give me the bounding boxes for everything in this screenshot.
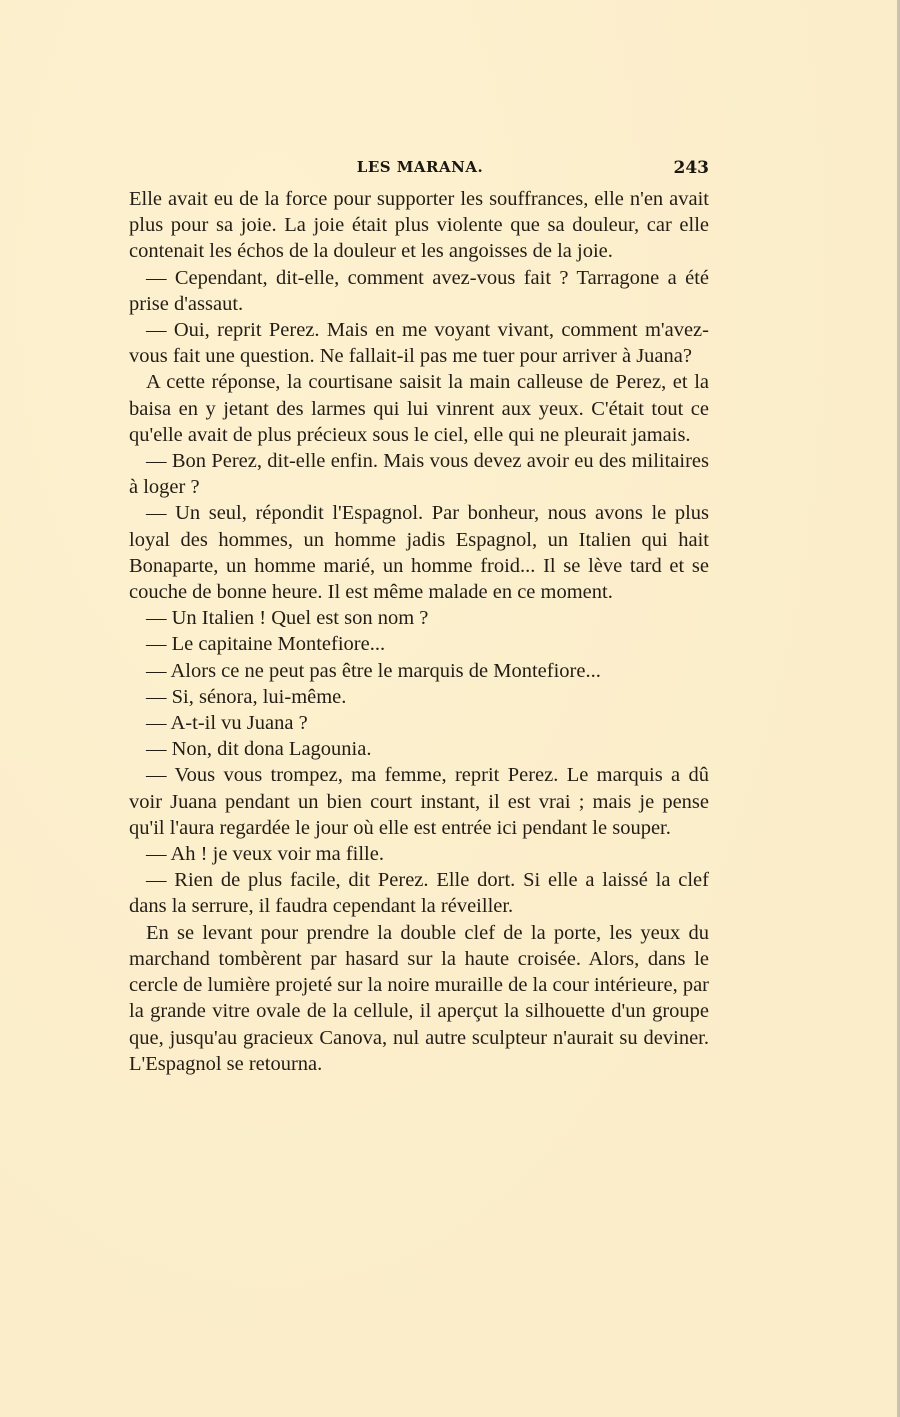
paragraph: — Un seul, répondit l'Espagnol. Par bonheur, nous avons le plus loyal des hommes, un homme jadis Espagnol, un Italien qui hait Bonaparte, un homme marié, un homme froid... Il se lève tard et se couche de bonne heure. Il est même malade en ce moment. [129,502,709,604]
paragraph: — Bon Perez, dit-elle enfin. Mais vous devez avoir eu des militaires à loger ? [129,450,709,499]
paragraph: — Rien de plus facile, dit Perez. Elle dort. Si elle a laissé la clef dans la serrure, il faudra cependant la réveiller. [129,869,709,918]
page-number: 243 [673,158,709,178]
paragraph: — Un Italien ! Quel est son nom ? [146,607,429,630]
paragraph: En se levant pour prendre la double clef de la porte, les yeux du marchand tombèrent par hasard sur la haute croisée. Alors, dans le cercle de lumière projeté sur la noire muraille de la cour intérieure, par la grande vitre ovale de la cellule, il aperçut la silhouette d'un groupe que, jusqu'au gracieux Canova, nul autre sculpteur n'aurait su deviner. L'Espagnol se retourna. [129,921,709,1075]
paragraph: — A-t-il vu Juana ? [146,712,308,735]
paragraph: — Oui, reprit Perez. Mais en me voyant vivant, comment m'avez-vous fait une question. Ne fallait-il pas me tuer pour arriver à Juana? [129,319,709,368]
paragraph: — Non, dit dona Lagounia. [146,738,372,761]
paragraph: — Ah ! je veux voir ma fille. [146,843,384,866]
paragraph: — Si, sénora, lui-même. [146,685,347,708]
paragraph: Elle avait eu de la force pour supporter les souffrances, elle n'en avait plus pour sa joie. La joie était plus violente que sa douleur, car elle contenait les échos de la douleur et les angoisses de la joie. [129,188,709,263]
page-header [131,158,709,182]
paragraph: — Le capitaine Montefiore... [146,633,386,656]
paragraph: — Cependant, dit-elle, comment avez-vous fait ? Tarragone a été prise d'assaut. [129,266,709,315]
body-text [129,186,709,1077]
paragraph: — Alors ce ne peut pas être le marquis de Montefiore... [146,659,601,682]
paragraph: — Vous vous trompez, ma femme, reprit Perez. Le marquis a dû voir Juana pendant un bien court instant, il est vrai ; mais je pense qu'il l'aura regardée le jour où elle est entrée ici pendant le souper. [129,764,709,839]
paragraph: A cette réponse, la courtisane saisit la main calleuse de Perez, et la baisa en y jetant des larmes qui lui vinrent aux yeux. C'était tout ce qu'elle avait de plus précieux sous le ciel, elle qui ne pleurait jamais. [129,371,709,446]
running-title: LES MARANA. [356,158,484,176]
